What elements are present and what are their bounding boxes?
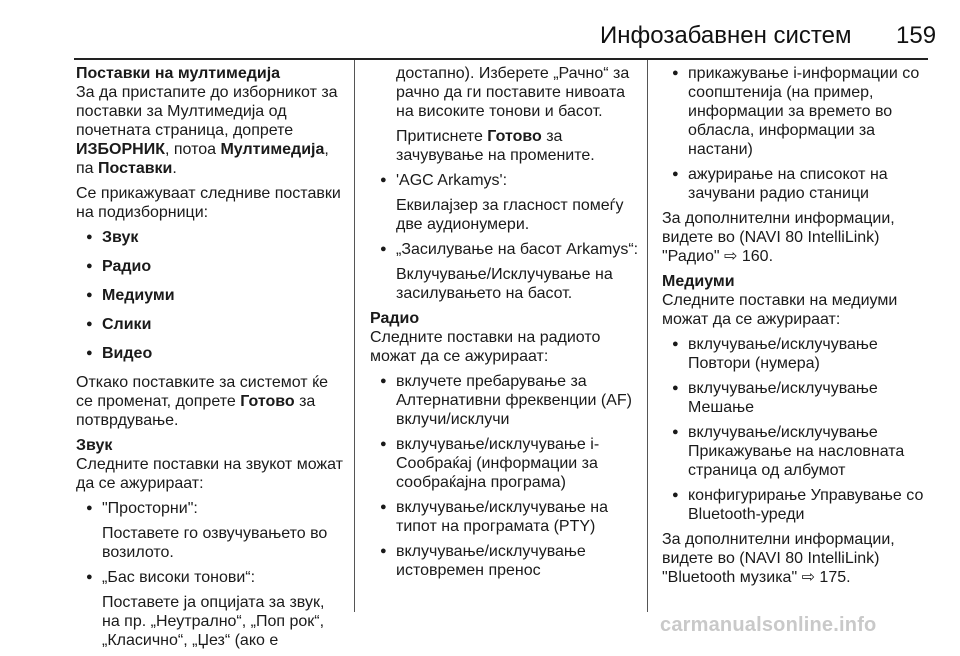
column-3 — [662, 64, 932, 593]
list-item: ● Слики — [76, 315, 346, 334]
list-item: ● вклучување/исклучување Повтори (нумера) — [662, 335, 932, 373]
page-header — [0, 0, 960, 58]
paragraph-radio-intro: Следните поставки на радиото можат да се ажурираат: — [370, 329, 601, 365]
radio-settings-list — [370, 372, 640, 580]
paragraph-submenus: Се прикажуваат следниве поставки на подизборници: — [76, 185, 341, 221]
list-item: ● ажурирање на списокот на зачувани радио станици — [662, 165, 932, 203]
paragraph-continuation: достапно). Изберете „Рачно“ за рачно да ги поставите нивоата на високите тонови и басот. — [396, 65, 630, 120]
list-item: ● вклучете пребарување за Алтернативни фреквенции (AF) вклучи/исклучи — [370, 372, 640, 429]
paragraph-radio-ref: За дополнителни информации, видете во (NAVI 80 IntelliLink) "Радио" ⇨ 160. — [662, 210, 895, 265]
list-item: ● Радио — [76, 257, 346, 276]
list-item: ● 'AGC Arkamys': Еквилајзер за гласност помеѓу две аудионумери. — [370, 171, 640, 234]
list-item: ● конфигурирање Управување со Bluetooth-уреди — [662, 486, 932, 524]
column-divider-1 — [354, 60, 355, 612]
section-heading-sound: Звук — [76, 437, 113, 454]
paragraph-confirm: Откако поставките за системот ќе се променат, допрете Готово за потврдување. — [76, 374, 328, 429]
header-rule — [74, 58, 928, 60]
list-item: ● Медиуми — [76, 286, 346, 305]
submenu-list — [76, 228, 346, 363]
list-item: ● "Просторни": Поставете го озвучувањето во возилото. — [76, 499, 346, 562]
watermark: carmanualsonline.info — [660, 614, 877, 636]
radio-settings-list-cont — [662, 64, 932, 203]
header-title: Инфозабавнен систем — [600, 22, 852, 49]
list-item: ● вклучување/исклучување i-Сообраќај (информации за сообраќајна програма) — [370, 435, 640, 492]
paragraph-media-intro: Следните поставки на медиуми можат да се ажурираат: — [662, 292, 898, 328]
section-heading-media: Медиуми — [662, 273, 735, 290]
list-item: ● Звук — [76, 228, 346, 247]
section-heading-multimedia: Поставки на мултимедија — [76, 65, 281, 82]
column-2 — [370, 64, 640, 586]
paragraph-press-done: Притиснете Готово за зачувување на промените. — [396, 128, 595, 164]
paragraph-bluetooth-ref: За дополнителни информации, видете во (NAVI 80 IntelliLink) "Bluetooth музика" ⇨ 175. — [662, 531, 895, 586]
list-item: ● вклучување/исклучување истовремен пренос — [370, 542, 640, 580]
list-item: ● вклучување/исклучување на типот на програмата (PTY) — [370, 498, 640, 536]
list-item: ● вклучување/исклучување Прикажување на насловната страница од албумот — [662, 423, 932, 480]
agc-list — [370, 171, 640, 303]
list-item: ● вклучување/исклучување Мешање — [662, 379, 932, 417]
page-number: 159 — [896, 22, 937, 49]
list-item: ● прикажување i-информации со соопштенија (на пример, информации за времето во обласла, информации за настани) — [662, 64, 932, 159]
media-settings-list — [662, 335, 932, 524]
paragraph-sound-intro: Следните поставки на звукот можат да се ажурираат: — [76, 456, 343, 492]
list-item: ● Видео — [76, 344, 346, 363]
section-heading-radio: Радио — [370, 310, 420, 327]
column-1 — [76, 64, 346, 656]
column-divider-2 — [647, 60, 648, 612]
list-item: ● „Засилување на басот Arkamys“: Вклучување/Исклучување на засилувањето на басот. — [370, 240, 640, 303]
sound-settings-list — [76, 499, 346, 650]
list-item: ● „Бас високи тонови“: Поставете ја опцијата за звук, на пр. „Неутрално“, „Поп рок“, „Класично“, „Џез“ (ако е — [76, 568, 346, 650]
paragraph-access-menu: За да пристапите до изборникот за поставки за Мултимедија од почетната страница, допрете ИЗБОРНИК, потоа Мултимедија, па Поставки. — [76, 84, 338, 177]
